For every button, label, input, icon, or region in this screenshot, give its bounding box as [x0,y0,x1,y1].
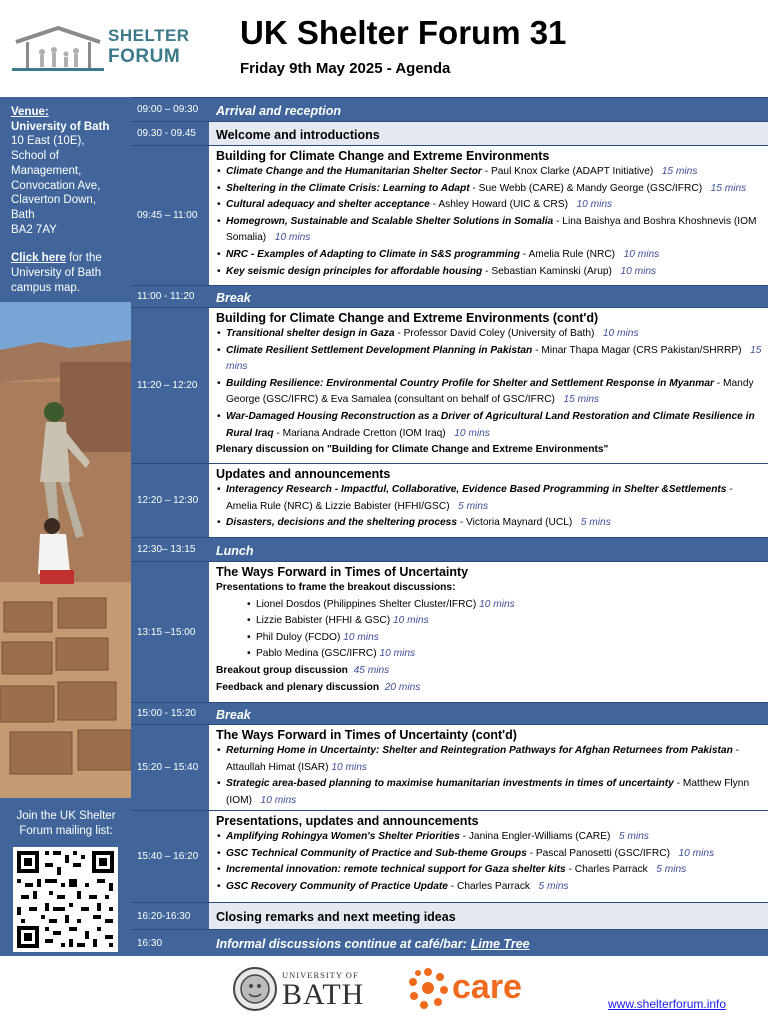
venue-heading: Venue: [11,106,49,118]
agenda-row-session-2 [131,307,768,463]
agenda-row-session-5 [131,724,768,810]
time-cell: 15:20 – 15:40 [131,725,209,810]
care-hands-icon [408,966,448,1010]
page-title: UK Shelter Forum 31 [240,14,567,51]
shelter-house-icon [12,24,108,74]
time-cell: 11:20 – 12:20 [131,308,209,463]
session-title: Building for Climate Change and Extreme Environments (cont'd) [216,311,599,325]
session-title: Presentations, updates and announcements [216,814,479,828]
address-line: Management, [11,164,82,177]
session-content [209,464,768,537]
session-content [209,811,768,902]
talk-list [216,482,764,532]
talk-list [216,829,764,895]
talk-item: • War-Damaged Housing Reconstruction as a Driver of Agricultural Land Restoration and Climate Resilience in Rural Iraq - Mariana Andrade Cretton (IOM Iraq) 10 mins [226,409,764,442]
plenary-discussion: Plenary discussion on "Building for Climate Change and Extreme Environments" [216,444,609,456]
bath-logo-line1: UNIVERSITY OF [282,970,359,980]
session-content [209,308,768,463]
bath-medallion-icon [232,966,278,1012]
talk-item: • Sheltering in the Climate Crisis: Learning to Adapt - Sue Webb (CARE) & Mandy George (GSC/IFRC) 15 mins [226,181,764,198]
shelter-forum-logo [12,24,188,74]
agenda-row-welcome [131,121,768,145]
lime-tree-link[interactable]: Lime Tree [470,937,530,951]
time-cell: 15:00 - 15:20 [131,703,209,724]
session-title: Updates and announcements [216,467,391,481]
time-cell: 16:30 [131,930,209,956]
talk-item: • Interagency Research - Impactful, Collaborative, Evidence Based Programming in Shelter &Settlements - Amelia Rule (NRC) & Lizzie Babister (HFHI/GSC) 5 mins [226,482,764,515]
session-content [209,725,768,810]
address-line: School of [11,150,59,163]
talk-item: • Lizzie Babister (HFHI & GSC) 10 mins [256,613,764,630]
feedback-discussion: Feedback and plenary discussion 20 mins [216,681,421,693]
session-label: Arrival and reception [209,98,768,121]
time-cell: 15:40 – 16:20 [131,811,209,902]
breakout-intro: Presentations to frame the breakout discussions: [216,582,456,593]
talk-item: • Climate Change and the Humanitarian Shelter Sector - Paul Knox Clarke (ADAPT Initiative) 15 mins [226,164,764,181]
talk-list [216,597,764,663]
mailing-list-text: Join the UK Shelter Forum mailing list: [16,810,116,837]
time-cell: 13:15 –15:00 [131,562,209,702]
mailing-list-qr-icon[interactable] [13,847,118,952]
talk-item: • NRC - Examples of Adapting to Climate in S&S programming - Amelia Rule (NRC) 10 mins [226,247,764,264]
time-cell: 12:30– 13:15 [131,538,209,561]
care-logo [408,966,538,1014]
agenda-row-break-2 [131,702,768,724]
address-line: 10 East (10E), [11,135,85,148]
time-cell: 09:00 – 09:30 [131,98,209,121]
talk-list [216,743,764,809]
talk-item: • Strategic area-based planning to maximise humanitarian investments in times of uncertainty - Matthew Flynn (IOM) 10 mins [226,776,764,809]
agenda-row-informal [131,929,768,956]
address-line: BA2 7AY [11,223,57,236]
address-line: Convocation Ave, [11,179,101,192]
agenda-row-arrival [131,97,768,121]
talk-item: • Incremental innovation: remote technical support for Gaza shelter kits - Charles Parrack 5 mins [226,862,764,879]
care-logo-text: care [452,968,522,1006]
address-line: Claverton Down, [11,194,97,207]
agenda-row-session-3 [131,463,768,537]
map-link-paragraph [11,251,129,295]
session-title: The Ways Forward in Times of Uncertainty (cont'd) [216,728,517,742]
agenda-row-session-4 [131,561,768,702]
time-cell: 09:45 – 11:00 [131,146,209,285]
talk-item: • Amplifying Rohingya Women's Shelter Priorities - Janina Engler-Williams (CARE) 5 mins [226,829,764,846]
session-content [209,562,768,702]
agenda-row-lunch [131,537,768,561]
logo-text-forum: FORUM [108,46,181,67]
talk-item: • Disasters, decisions and the sheltering process - Victoria Maynard (UCL) 5 mins [226,515,764,532]
talk-item: • Homegrown, Sustainable and Scalable Shelter Solutions in Somalia - Lina Baishya and Boshra Khoshnevis (IOM Somalia) 10 mins [226,214,764,247]
time-cell: 16:20-16:30 [131,903,209,929]
logo-text-shelter: SHELTER [108,26,190,45]
informal-label: Informal discussions continue at café/bar: [216,937,467,951]
talk-item: • Key seismic design principles for affordable housing - Sebastian Kaminski (Arup) 10 mins [226,264,764,281]
session-content [209,146,768,285]
talk-item: • Climate Resilient Settlement Development Planning in Pakistan - Minar Thapa Magar (CRS Pakistan/SHRRP) 15 mins [226,343,764,376]
talk-item: • Pablo Medina (GSC/IFRC) 10 mins [256,646,764,663]
page-subtitle: Friday 9th May 2025 - Agenda [240,60,451,77]
time-cell: 11:00 - 11:20 [131,286,209,307]
brick-making-photo-icon [0,302,131,798]
agenda-row-break-1 [131,285,768,307]
talk-item: • Building Resilience: Environmental Country Profile for Shelter and Settlement Response in Myanmar - Mandy George (GSC/IFRC) & Eva Samalea (consultant on behalf of GSC/IFRC) 15 mins [226,376,764,409]
agenda-table [131,97,768,956]
session-label: Welcome and introductions [209,122,768,145]
talk-item: • Lionel Dosdos (Philippines Shelter Cluster/IFRC) 10 mins [256,597,764,614]
talk-item: • GSC Technical Community of Practice and Sub-theme Groups - Pascal Panosetti (GSC/IFRC) 10 mins [226,846,764,863]
talk-item: • Returning Home in Uncertainty: Shelter and Reintegration Pathways for Afghan Returnees from Pakistan - Attaullah Himat (ISAR) 10 mins [226,743,764,776]
website-link[interactable]: www.shelterforum.info [608,997,727,1011]
agenda-row-closing [131,902,768,929]
session-label: Lunch [209,538,768,561]
university-of-bath-logo [232,966,365,1014]
session-label: Break [209,703,768,724]
session-title: The Ways Forward in Times of Uncertainty [216,565,469,579]
talk-item: • Cultural adequacy and shelter acceptance - Ashley Howard (UIC & CRS) 10 mins [226,197,764,214]
talk-item: • Transitional shelter design in Gaza - Professor David Coley (University of Bath) 10 mins [226,326,764,343]
agenda-row-session-1 [131,145,768,285]
address-line: Bath [11,208,35,221]
talk-item: • GSC Recovery Community of Practice Update - Charles Parrack 5 mins [226,879,764,896]
map-link-text: for the University of Bath campus map. [11,252,102,294]
venue-name: University of Bath [11,120,110,133]
session-label: Break [209,286,768,307]
time-cell: 12:20 – 12:30 [131,464,209,537]
talk-item: • Phil Duloy (FCDO) 10 mins [256,630,764,647]
site-photo [0,302,131,798]
sidebar [0,97,131,956]
time-cell: 09.30 - 09.45 [131,122,209,145]
bath-logo-line2: BATH [282,978,365,1011]
campus-map-link[interactable]: Click here [11,252,66,265]
session-label [209,930,768,956]
talk-list [216,326,764,442]
session-label: Closing remarks and next meeting ideas [209,903,768,929]
agenda-row-session-6 [131,810,768,902]
venue-block [11,105,129,295]
talk-list [216,164,764,280]
session-title: Building for Climate Change and Extreme Environments [216,149,550,163]
breakout-discussion: Breakout group discussion 45 mins [216,664,390,676]
